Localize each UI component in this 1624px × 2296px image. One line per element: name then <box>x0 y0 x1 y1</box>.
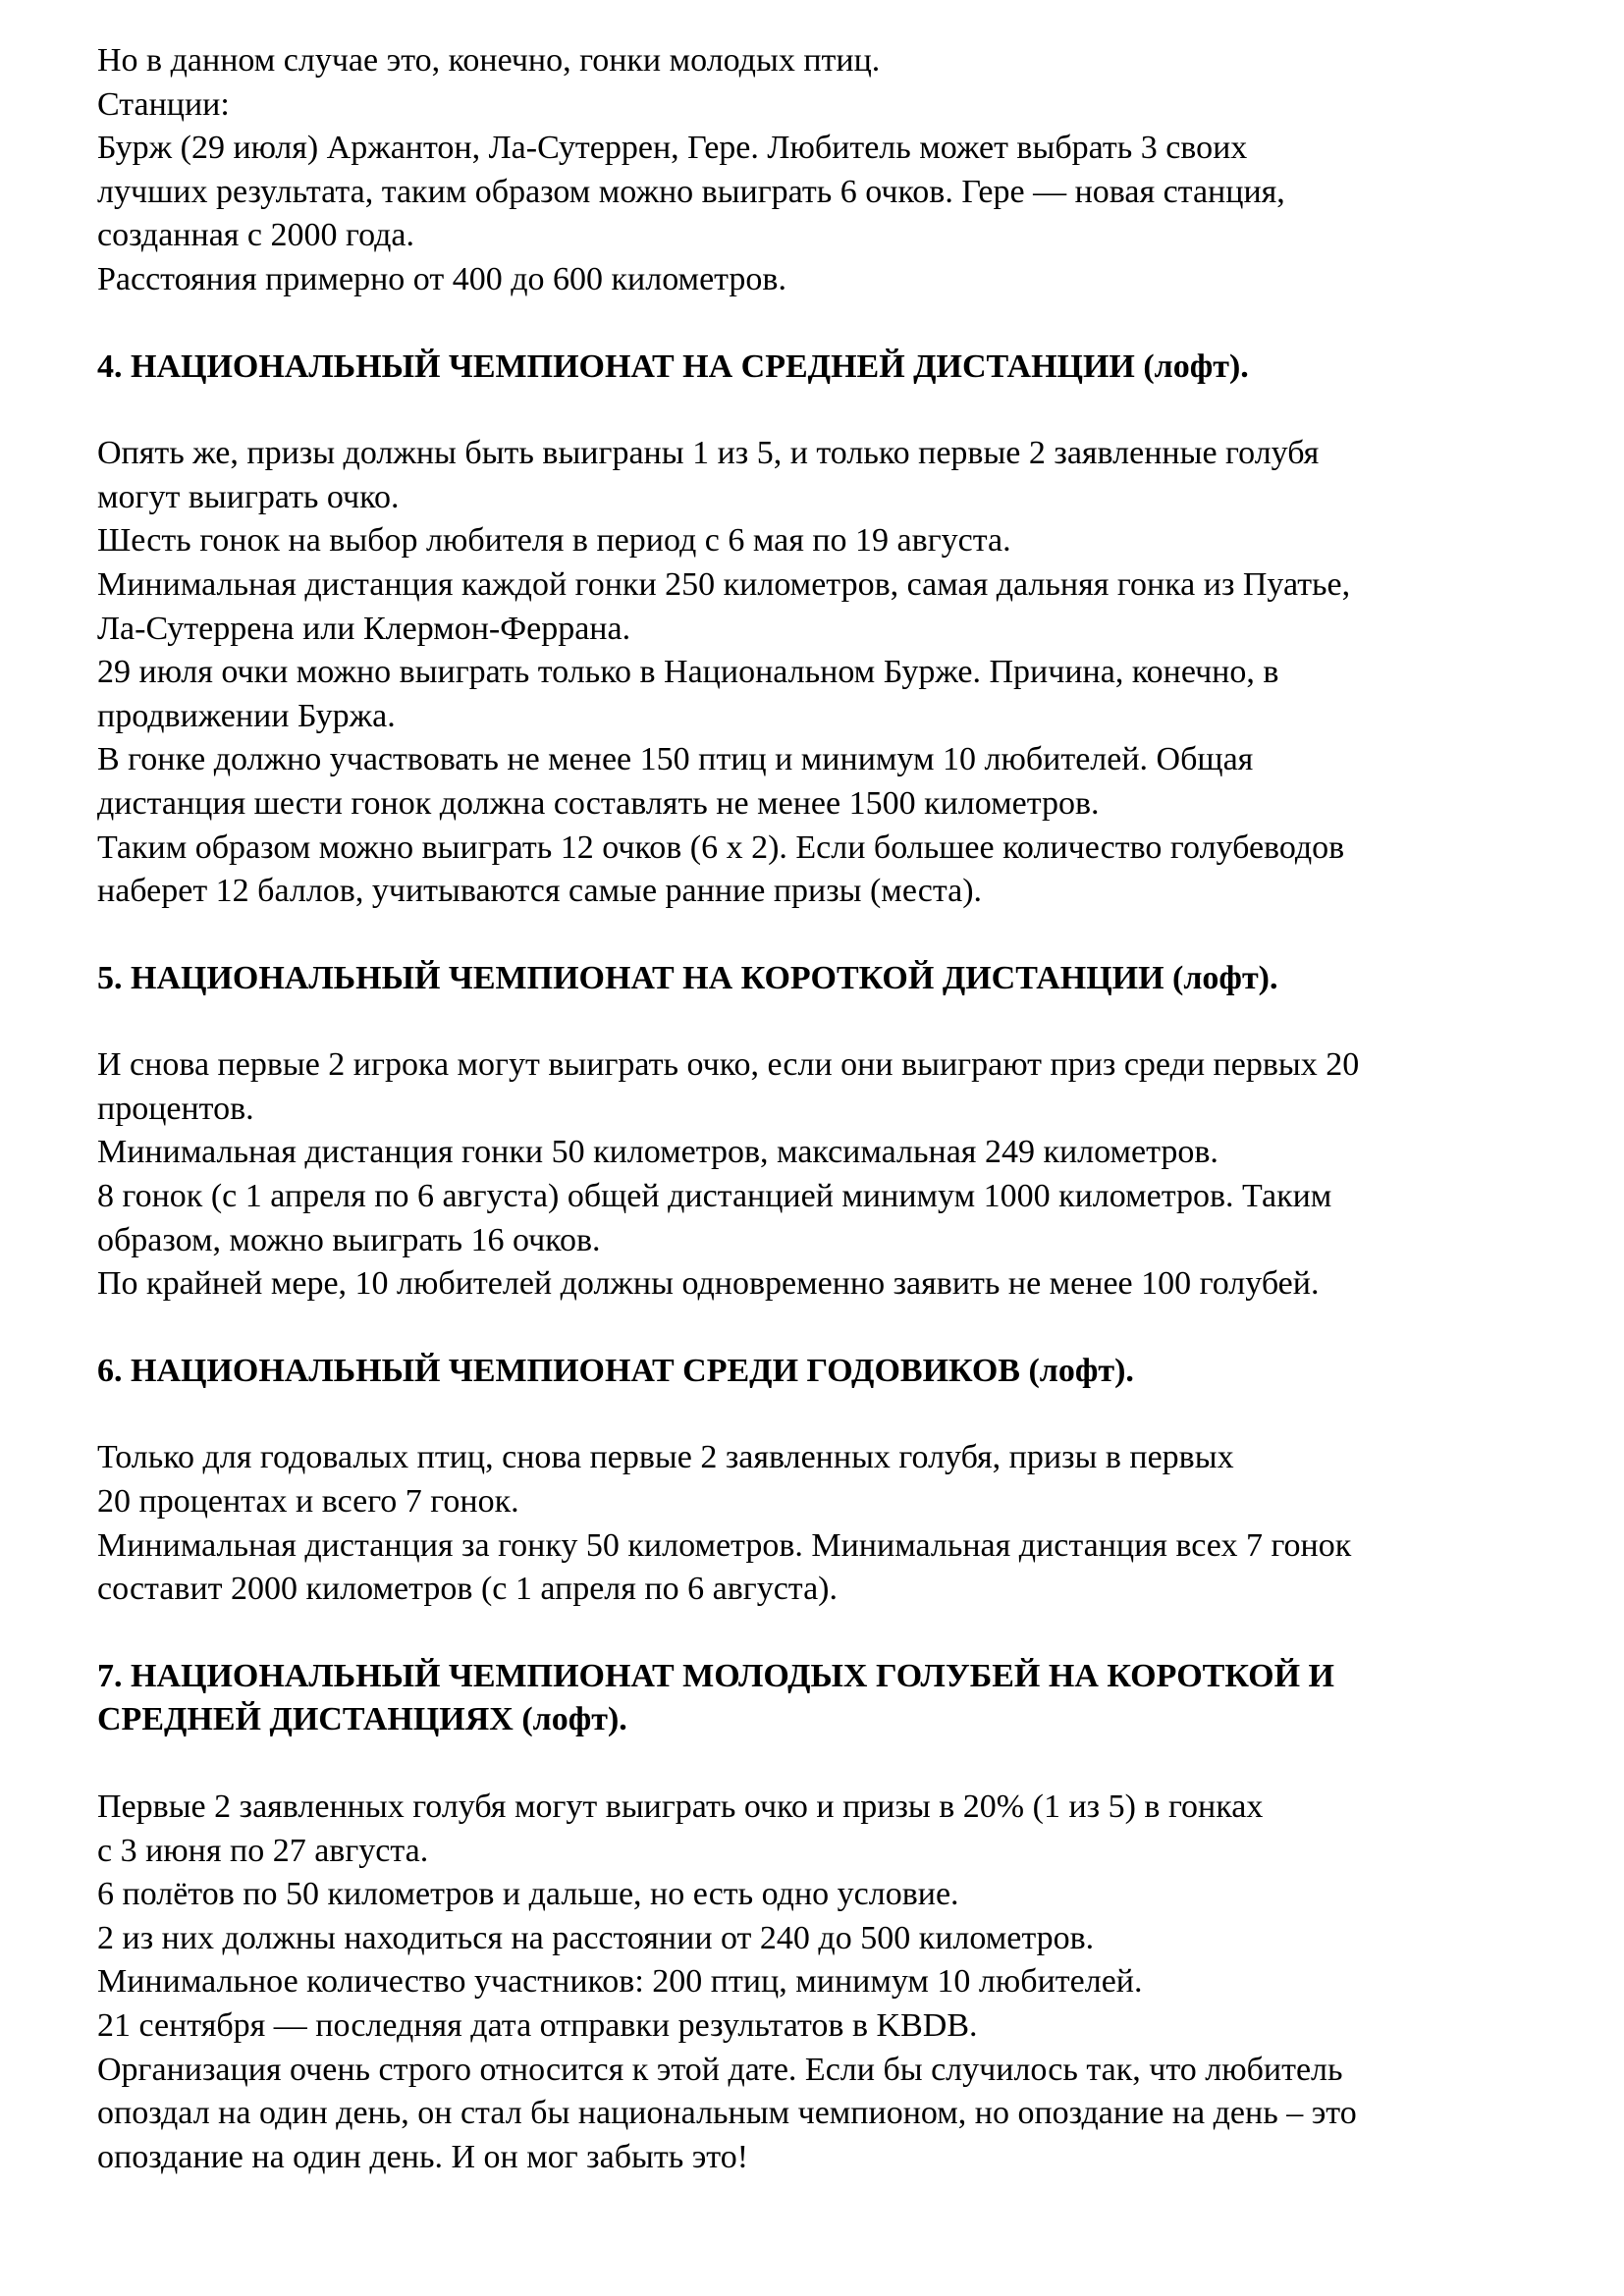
text-line: опоздание на один день. И он мог забыть это! <box>97 2138 749 2175</box>
text-line: 8 гонок (с 1 апреля по 6 августа) общей дистанцией минимум 1000 километров. Таким <box>97 1178 1332 1215</box>
text-line: Первые 2 заявленных голубя могут выиграть очко и призы в 20% (1 из 5) в гонках <box>97 1789 1264 1825</box>
text-line: могут выиграть очко. <box>97 478 400 515</box>
text-line: Минимальная дистанция гонки 50 километров, максимальная 249 километров. <box>97 1134 1218 1171</box>
text-line: созданная с 2000 года. <box>97 217 415 254</box>
section-7 <box>97 1655 1570 2180</box>
text-line: составит 2000 километров (с 1 апреля по 6 августа). <box>97 1571 838 1608</box>
text-line: с 3 июня по 27 августа. <box>97 1832 429 1869</box>
text-line: Бурж (29 июля) Аржантон, Ла-Сутеррен, Гере. Любитель может выбрать 3 своих <box>97 130 1248 167</box>
section-6 <box>97 1350 1570 1612</box>
text-line: образом, можно выиграть 16 очков. <box>97 1221 601 1258</box>
section-heading: 6. НАЦИОНАЛЬНЫЙ ЧЕМПИОНАТ СРЕДИ ГОДОВИКОВ (лофт). <box>97 1352 1134 1389</box>
text-line: продвижении Буржа. <box>97 697 396 734</box>
section-body <box>97 1786 1570 2179</box>
text-line: Опять же, призы должны быть выиграны 1 из 5, и только первые 2 заявленные голубя <box>97 435 1320 472</box>
text-line: 6 полётов по 50 километров и дальше, но есть одно условие. <box>97 1876 959 1913</box>
section-body <box>97 432 1570 914</box>
text-line: Ла-Сутеррена или Клермон-Феррана. <box>97 610 631 647</box>
text-line: И снова первые 2 игрока могут выиграть очко, если они выиграют приз среди первых 20 <box>97 1046 1360 1084</box>
section-4 <box>97 346 1570 914</box>
text-line: Но в данном случае это, конечно, гонки молодых птиц. <box>97 42 881 79</box>
text-line: Минимальная дистанция за гонку 50 километров. Минимальная дистанция всех 7 гонок <box>97 1526 1352 1564</box>
text-line: Только для годовалых птиц, снова первые 2 заявленных голубя, призы в первых <box>97 1439 1234 1476</box>
text-line: наберет 12 баллов, учитываются самые ранние призы (места). <box>97 873 983 910</box>
section-heading: 5. НАЦИОНАЛЬНЫЙ ЧЕМПИОНАТ НА КОРОТКОЙ ДИСТАНЦИИ (лофт). <box>97 959 1278 996</box>
text-line: По крайней мере, 10 любителей должны одновременно заявить не менее 100 голубей. <box>97 1265 1320 1303</box>
text-line: Таким образом можно выиграть 12 очков (6 х 2). Если большее количество голубеводов <box>97 828 1345 866</box>
document-page <box>97 39 1570 2179</box>
text-line: 2 из них должны находиться на расстоянии от 240 до 500 километров. <box>97 1919 1095 1956</box>
text-line: 29 июля очки можно выиграть только в Национальном Бурже. Причина, конечно, в <box>97 654 1279 691</box>
text-line: опоздал на один день, он стал бы национальным чемпионом, но опоздание на день – это <box>97 2095 1357 2132</box>
text-line: 20 процентах и всего 7 гонок. <box>97 1483 519 1521</box>
text-line: Минимальное количество участников: 200 птиц, минимум 10 любителей. <box>97 1963 1143 2001</box>
text-line: 21 сентября — последняя дата отправки результатов в KBDB. <box>97 2006 978 2044</box>
text-line: Станции: <box>97 85 230 123</box>
text-line: процентов. <box>97 1090 254 1127</box>
section-heading: 4. НАЦИОНАЛЬНЫЙ ЧЕМПИОНАТ НА СРЕДНЕЙ ДИСТАНЦИИ (лофт). <box>97 347 1249 385</box>
section-heading: 7. НАЦИОНАЛЬНЫЙ ЧЕМПИОНАТ МОЛОДЫХ ГОЛУБЕЙ НА КОРОТКОЙ И <box>97 1657 1334 1694</box>
section-heading-continued: СРЕДНЕЙ ДИСТАНЦИЯХ (лофт). <box>97 1701 627 1738</box>
section-5 <box>97 957 1570 1307</box>
intro-paragraph <box>97 39 1570 302</box>
text-line: Организация очень строго относится к этой дате. Если бы случилось так, что любитель <box>97 2051 1343 2088</box>
text-line: лучших результата, таким образом можно выиграть 6 очков. Гере — новая станция, <box>97 173 1285 210</box>
text-line: дистанция шести гонок должна составлять не менее 1500 километров. <box>97 784 1100 822</box>
text-line: Минимальная дистанция каждой гонки 250 километров, самая дальняя гонка из Пуатье, <box>97 565 1351 603</box>
text-line: Расстояния примерно от 400 до 600 километров. <box>97 260 786 297</box>
text-line: В гонке должно участвовать не менее 150 птиц и минимум 10 любителей. Общая <box>97 741 1254 778</box>
section-body <box>97 1043 1570 1307</box>
section-body <box>97 1436 1570 1611</box>
text-line: Шесть гонок на выбор любителя в период с 6 мая по 19 августа. <box>97 522 1011 560</box>
